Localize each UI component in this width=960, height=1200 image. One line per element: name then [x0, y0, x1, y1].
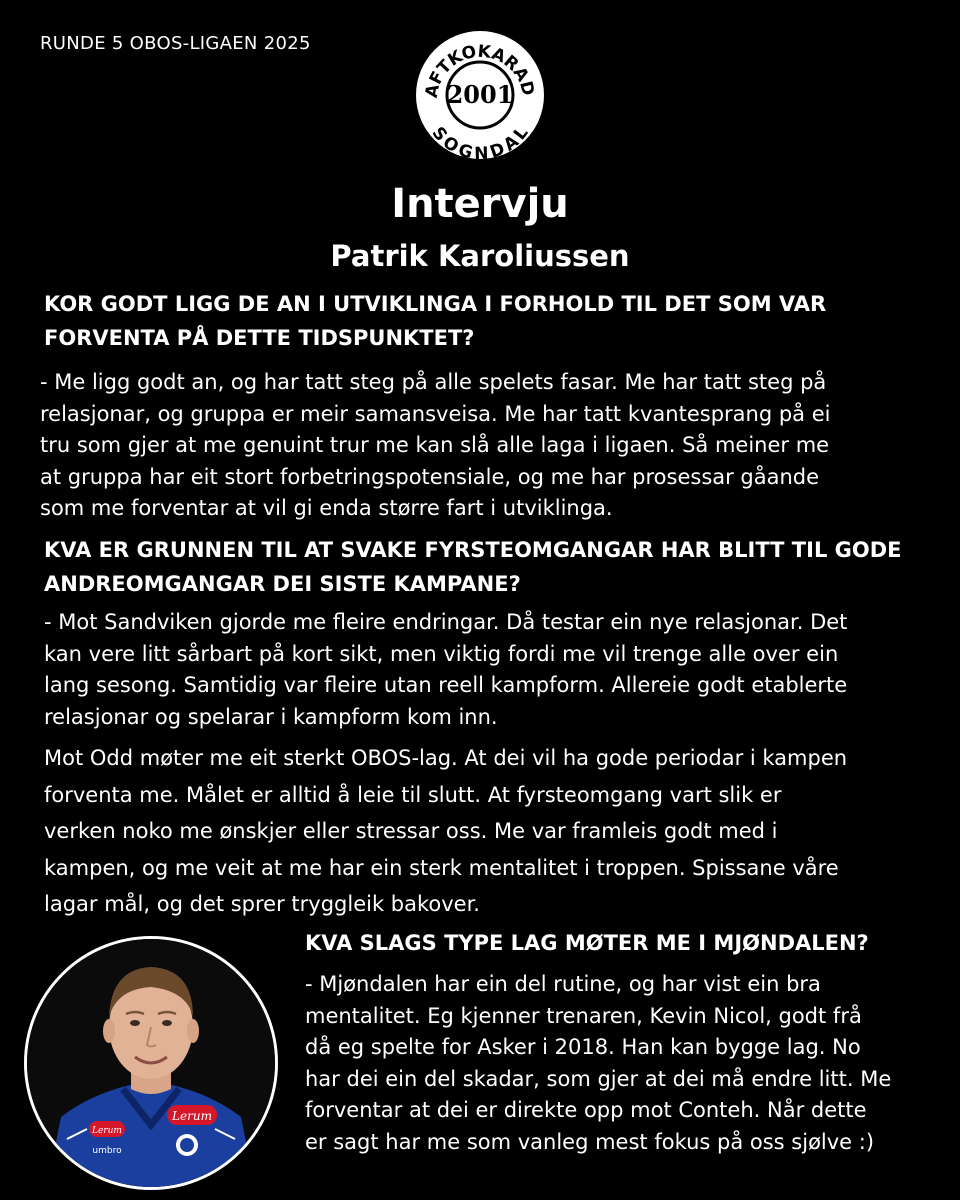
answer-line: relasjonar, og gruppa er meir samansveisa. Me har tatt kvantesprang på ei — [40, 401, 831, 426]
answer-line: relasjonar og spelarar i kampform kom inn. — [44, 704, 498, 729]
answer-2 — [44, 607, 847, 733]
answer-line: då eg spelte for Asker i 2018. Han kan bygge lag. No — [305, 1035, 861, 1059]
answer-line: at gruppa har eit stort forbetringspotensiale, og me har prosessar gåande — [40, 464, 820, 489]
answer-line: mentalitet. Eg kjenner trenaren, Kevin Nicol, godt frå — [305, 1003, 862, 1028]
answer-line: - Mjøndalen har ein del rutine, og har vist ein bra — [305, 972, 821, 996]
logo-bottom-text: SOGNDAL — [427, 123, 533, 160]
answer-line: er sagt har me som vanleg mest fokus på oss sjølve :) — [305, 1129, 875, 1154]
answer-line: forventa me. Målet er alltid å leie til slutt. At fyrsteomgang vart slik er — [44, 782, 782, 807]
jersey-brand: umbro — [92, 1146, 122, 1156]
answer-line: lang sesong. Samtidig var fleire utan reell kampform. Allereie godt etablerte — [44, 673, 848, 697]
jersey-sponsor-small: Lerum — [92, 1126, 122, 1136]
jersey-sponsor: Lerum — [172, 1109, 212, 1123]
page-title: Intervju — [391, 181, 569, 227]
question-line: FORVENTA PÅ DETTE TIDSPUNKTET? — [44, 326, 475, 350]
club-logo-emblem — [415, 30, 545, 160]
answer-line: kampen, og me veit at me har ein sterk mentalitet i troppen. Spissane våre — [44, 855, 839, 880]
answer-line: - Mot Sandviken gjorde me fleire endringar. Då testar ein nye relasjonar. Det — [44, 610, 848, 634]
club-logo — [415, 30, 545, 160]
question-3 — [305, 926, 869, 960]
answer-line: lagar mål, og det sprer tryggleik bakover. — [44, 892, 480, 916]
answer-line: Mot Odd møter me eit sterkt OBOS-lag. At dei vil ha gode periodar i kampen — [44, 746, 848, 770]
answer-line: som me forventar at vil gi enda større fart i utviklinga. — [40, 496, 613, 520]
answer-2-continued — [44, 740, 847, 923]
question-line: ANDREOMGANGAR DEI SISTE KAMPANE? — [44, 572, 521, 596]
question-2 — [44, 533, 902, 601]
question-line: KVA SLAGS TYPE LAG MØTER ME I MJØNDALEN? — [305, 931, 869, 955]
answer-line: kan vere litt sårbart på kort sikt, men viktig fordi me vil trenge alle over ein — [44, 641, 839, 666]
answer-line: har dei ein del skadar, som gjer at dei må endre litt. Me — [305, 1066, 892, 1091]
answer-line: - Me ligg godt an, og har tatt steg på alle spelets fasar. Me har tatt steg på — [40, 370, 827, 394]
answer-line: forventar at dei er direkte opp mot Conteh. Når dette — [305, 1098, 867, 1122]
question-line: KOR GODT LIGG DE AN I UTVIKLINGA I FORHOLD TIL DET SOM VAR — [44, 292, 827, 316]
logo-top-text: AFTKOKARAD — [421, 41, 538, 100]
answer-3 — [305, 969, 891, 1158]
answer-line: tru som gjer at me genuint trur me kan slå alle laga i ligaen. Så meiner me — [40, 433, 830, 457]
player-photo — [24, 936, 278, 1190]
answer-1 — [40, 367, 830, 525]
question-1 — [44, 287, 826, 355]
interviewee-name: Patrik Karoliussen — [330, 239, 630, 273]
question-line: KVA ER GRUNNEN TIL AT SVAKE FYRSTEOMGANGAR HAR BLITT TIL GODE — [44, 538, 902, 562]
player-portrait — [27, 939, 275, 1187]
round-label: RUNDE 5 OBOS-LIGAEN 2025 — [40, 33, 311, 54]
answer-line: verken noko me ønskjer eller stressar oss. Me var framleis godt med i — [44, 819, 778, 843]
logo-year: 2001 — [446, 80, 514, 109]
